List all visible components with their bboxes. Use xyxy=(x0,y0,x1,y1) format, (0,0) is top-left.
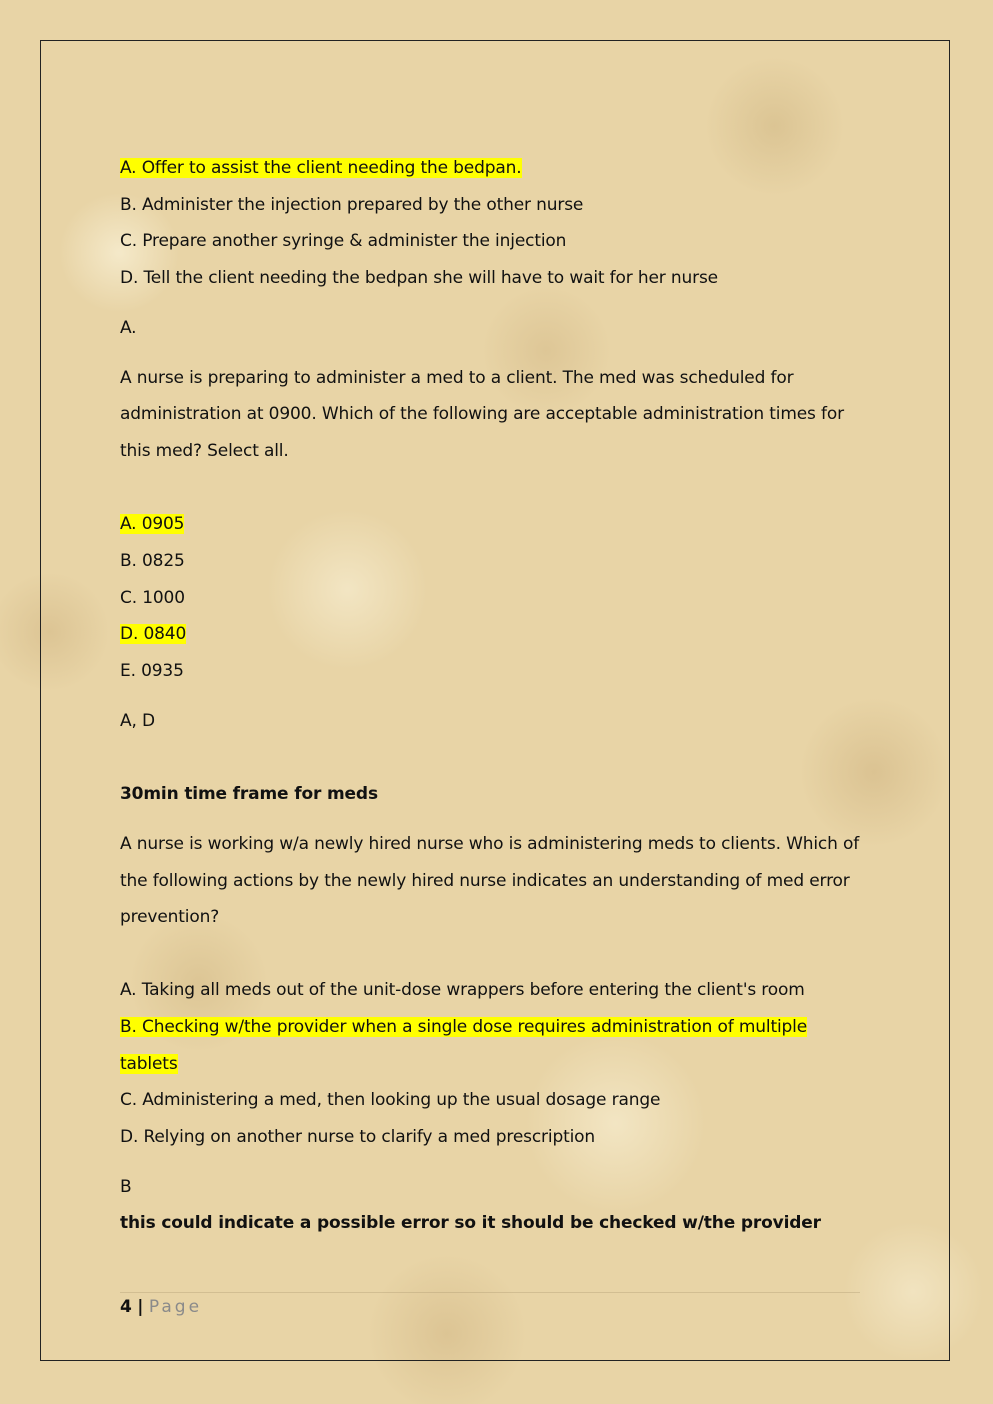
q3-option-d: D. Relying on another nurse to clarify a med prescription xyxy=(120,1127,596,1147)
q3-answer: B xyxy=(120,1177,132,1197)
q1-option-c: C. Prepare another syringe & administer the injection xyxy=(120,231,567,251)
page-number: 4 xyxy=(120,1297,132,1317)
q2-rationale: 30min time frame for meds xyxy=(120,784,378,804)
q1-option-a xyxy=(120,157,522,179)
footer-separator: | xyxy=(137,1297,144,1317)
highlight-correct: D. 0840 xyxy=(120,624,187,644)
q2-question-line: administration at 0900. Which of the following are acceptable administration times for xyxy=(120,404,844,424)
q2-option-a xyxy=(120,513,184,535)
highlight-correct: A. 0905 xyxy=(120,514,185,534)
q3-option-a: A. Taking all meds out of the unit-dose wrappers before entering the client's room xyxy=(120,980,805,1000)
q3-option-c: C. Administering a med, then looking up the usual dosage range xyxy=(120,1090,661,1110)
highlight-correct: tablets xyxy=(120,1054,178,1074)
q1-option-d: D. Tell the client needing the bedpan she will have to wait for her nurse xyxy=(120,268,718,288)
q2-question-line: this med? Select all. xyxy=(120,441,289,461)
page-label: Page xyxy=(148,1297,203,1317)
q2-option-e: E. 0935 xyxy=(120,661,184,681)
q2-option-d xyxy=(120,623,186,645)
highlight-correct: A. Offer to assist the client needing the bedpan. xyxy=(120,158,522,178)
q3-question-line: the following actions by the newly hired nurse indicates an understanding of med error xyxy=(120,871,850,891)
highlight-correct: B. Checking w/the provider when a single dose requires administration of multiple xyxy=(120,1017,808,1037)
q2-question-line: A nurse is preparing to administer a med to a client. The med was scheduled for xyxy=(120,368,794,388)
q2-answer: A, D xyxy=(120,711,155,731)
q3-option-b xyxy=(120,1016,807,1038)
q3-option-b-cont xyxy=(120,1053,178,1075)
q3-question-line: prevention? xyxy=(120,907,220,927)
footer-divider xyxy=(120,1292,860,1293)
q1-answer: A. xyxy=(120,318,137,338)
q1-option-b: B. Administer the injection prepared by the other nurse xyxy=(120,195,584,215)
page-footer xyxy=(120,1296,202,1318)
q2-option-c: C. 1000 xyxy=(120,588,185,608)
q3-rationale: this could indicate a possible error so it should be checked w/the provider xyxy=(120,1213,821,1233)
q3-question-line: A nurse is working w/a newly hired nurse who is administering meds to clients. Which of xyxy=(120,834,860,854)
q2-option-b: B. 0825 xyxy=(120,551,185,571)
